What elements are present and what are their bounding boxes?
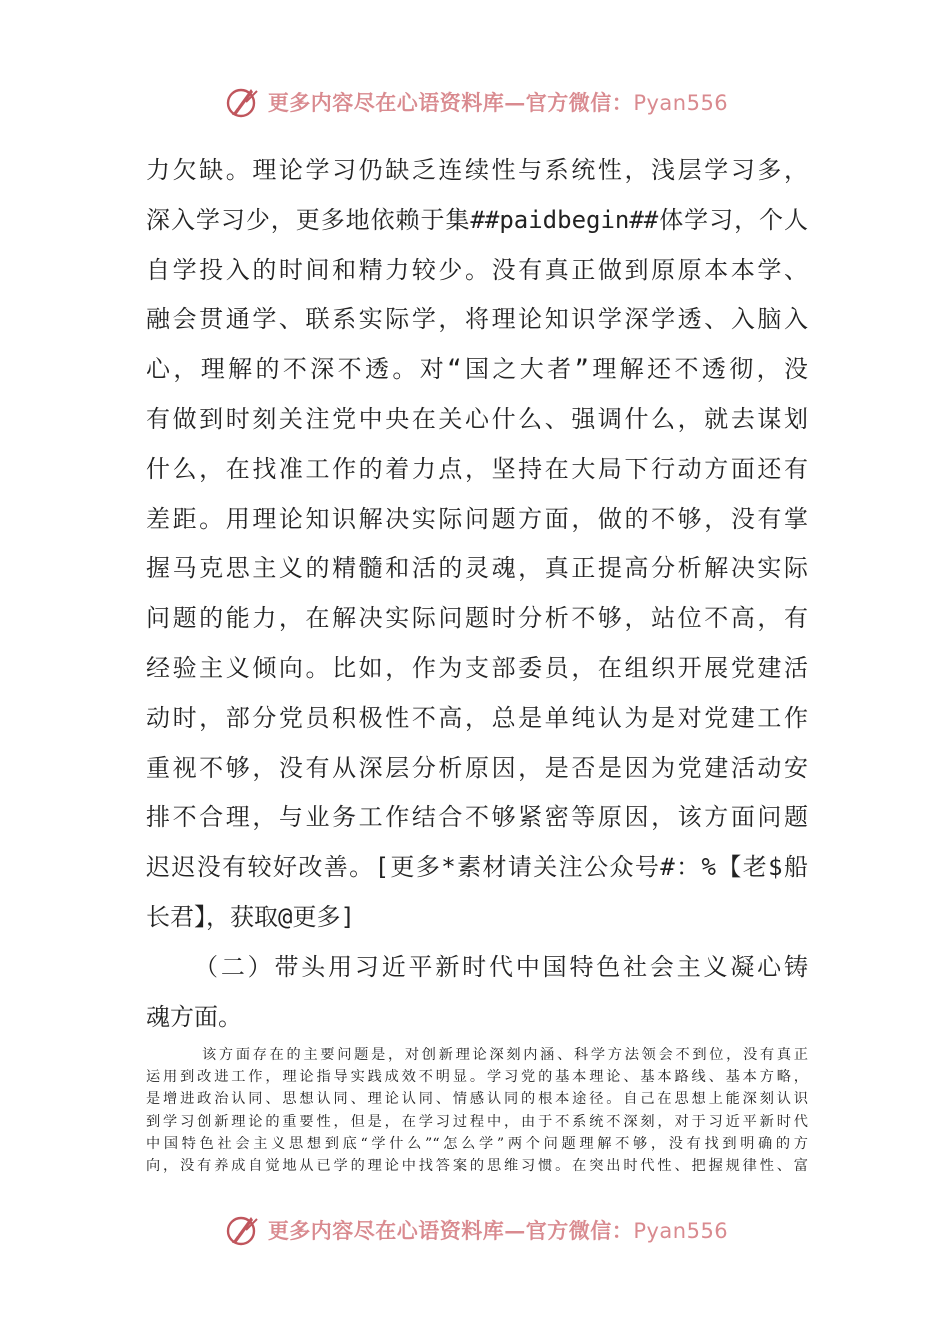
body-line: 融会贯通学、联系实际学，将理论知识学深学透、入脑入	[146, 305, 808, 334]
body-line: 差距。用理论知识解决实际问题方面，做的不够，没有掌	[146, 504, 808, 533]
body-line: 什么，在找准工作的着力点，坚持在大局下行动方面还有	[146, 454, 808, 483]
footer-watermark	[0, 1208, 950, 1252]
small-line: 中国特色社会主义思想到底“学什么”“怎么学”两个问题理解不够，没有找到明确的方	[146, 1135, 808, 1152]
small-line: 是增进政治认同、思想认同、理论认同、情感认同的根本途径。自己在思想上能深刻认识	[146, 1091, 808, 1108]
small-line: 到学习创新理论的重要性，但是，在学习过程中，由于不系统不深刻，对于习近平新时代	[146, 1113, 808, 1130]
body-line: 重视不够，没有从深层分析原因，是否是因为党建活动安	[146, 753, 808, 782]
body-line: 长君】，获取@更多]	[146, 902, 355, 931]
small-line: 运用到改进工作，理论指导实践成效不明显。学习党的基本理论、基本路线、基本方略，	[146, 1069, 808, 1086]
quill-circle-logo-icon	[222, 82, 262, 122]
body-line: 经验主义倾向。比如，作为支部委员，在组织开展党建活	[146, 653, 808, 682]
watermark-text: 更多内容尽在心语资料库—官方微信：Pyan556	[267, 1218, 729, 1243]
section-heading: （二）带头用习近平新时代中国特色社会主义凝心铸	[194, 952, 808, 981]
body-line: 迟迟没有较好改善。[更多*素材请关注公众号#：%【老$船	[146, 853, 808, 882]
body-line: 动时，部分党员积极性不高，总是单纯认为是对党建工作	[146, 703, 808, 732]
body-line: 自学投入的时间和精力较少。没有真正做到原原本本学、	[146, 255, 808, 284]
small-line: 向，没有养成自觉地从已学的理论中找答案的思维习惯。在突出时代性、把握规律性、富	[146, 1157, 808, 1174]
section-heading-continued: 魂方面。	[146, 1002, 242, 1031]
body-line: 排不合理，与业务工作结合不够紧密等原因，该方面问题	[146, 803, 808, 832]
body-line: 问题的能力，在解决实际问题时分析不够，站位不高，有	[146, 604, 808, 633]
small-line: 该方面存在的主要问题是，对创新理论深刻内涵、科学方法领会不到位，没有真正	[202, 1047, 808, 1063]
watermark-text: 更多内容尽在心语资料库—官方微信：Pyan556	[267, 90, 729, 115]
body-line: 深入学习少，更多地依赖于集##paidbegin##体学习，个人	[146, 205, 808, 234]
body-line: 力欠缺。理论学习仍缺乏连续性与系统性，浅层学习多，	[146, 156, 808, 184]
header-watermark	[0, 80, 950, 124]
body-line: 握马克思主义的精髓和活的灵魂，真正提高分析解决实际	[146, 554, 808, 583]
body-line: 有做到时刻关注党中央在关心什么、强调什么，就去谋划	[146, 404, 808, 433]
quill-circle-logo-icon	[222, 1210, 262, 1250]
body-line: 心，理解的不深不透。对“国之大者”理解还不透彻，没	[146, 355, 808, 384]
small-paragraph	[146, 1044, 808, 1177]
body-text	[146, 146, 808, 1042]
